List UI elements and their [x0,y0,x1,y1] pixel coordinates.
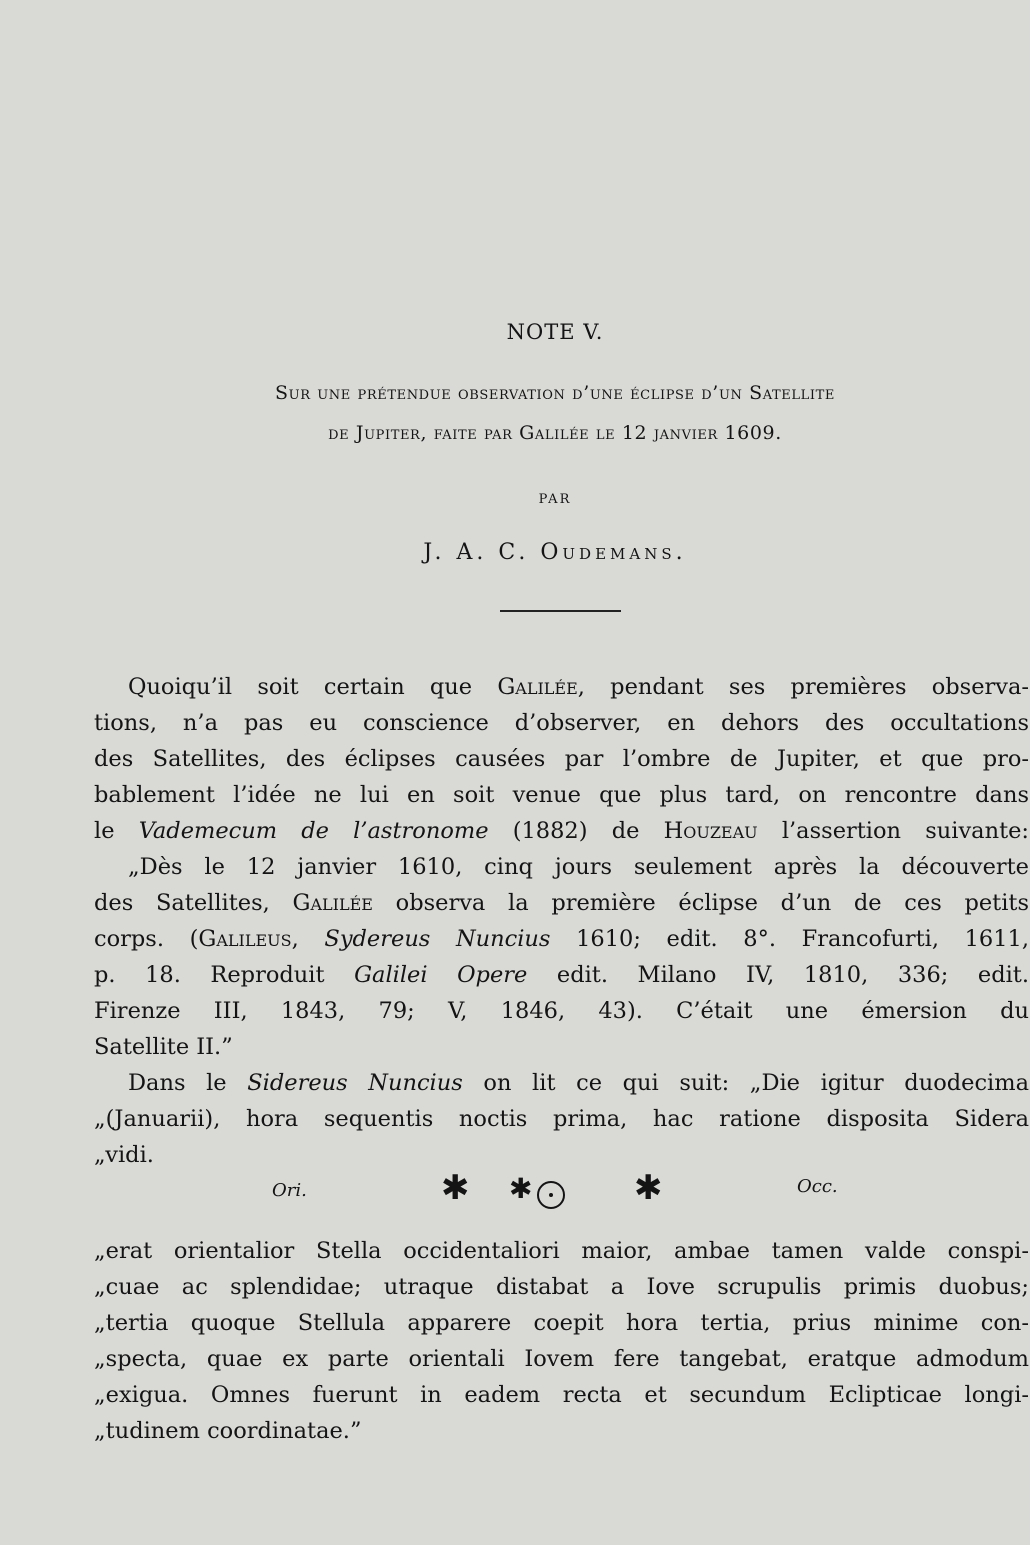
star-icon: ✱ [634,1168,663,1208]
figure-label-ori: Ori. [272,1180,307,1201]
p2-line-3: corps. (Galileus, Sydereus Nuncius 1610; edit. 8°. Francofurti, 1611, [94,926,1030,952]
star-icon: ✱ [441,1168,470,1208]
p1-line-5: le Vademecum de l’astronome (1882) de Houzeau l’assertion suivante: [94,818,1030,844]
separator-rule [500,610,621,612]
author-name: J. A. C. Oudemans. [423,540,687,565]
p4-line-4: „specta, quae ex parte orientali Iovem fere tangebat, eratque admodum [94,1346,1029,1372]
p1-line-2: tions, n’a pas eu conscience d’observer, en dehors des occultations [94,710,1029,736]
p2-line-4: p. 18. Reproduit Galilei Opere edit. Milano IV, 1810, 336; edit. [94,962,1029,988]
satellite-configuration-figure [0,1170,1030,1220]
p4-line-3: „tertia quoque Stellula apparere coepit hora tertia, prius minime con- [94,1310,1029,1336]
par-label: PAR [538,492,572,507]
p3-line-1: Dans le Sidereus Nuncius on lit ce qui suit: „Die igitur duodecima [128,1070,1030,1096]
p4-line-6: „tudinem coordinatae.” [94,1418,362,1444]
p3-line-3: „vidi. [94,1142,154,1168]
p1-line-4: bablement l’idée ne lui en soit venue que plus tard, on rencontre dans [94,782,1029,808]
p1-line-1: Quoiqu’il soit certain que Galilée, pendant ses premières observa- [128,674,1029,700]
p4-line-5: „exigua. Omnes fuerunt in eadem recta et secundum Eclipticae longi- [94,1382,1029,1408]
p4-line-1: „erat orientalior Stella occidentaliori maior, ambae tamen valde conspi- [94,1238,1029,1264]
title-line-1: Sur une prétendue observation d’une éclipse d’un Satellite [275,382,835,404]
p2-line-6: Satellite II.” [94,1034,233,1060]
jupiter-icon [535,1179,567,1211]
star-icon: ✱ [509,1172,533,1205]
p1-line-3: des Satellites, des éclipses causées par l’ombre de Jupiter, et que pro- [94,746,1029,772]
p2-line-2: des Satellites, Galilée observa la première éclipse d’un de ces petits [94,890,1030,916]
p3-line-2: „(Januarii), hora sequentis noctis prima, hac ratione disposita Sidera [94,1106,1029,1132]
title-line-2: de Jupiter, faite par Galilée le 12 janvier 1609. [328,422,782,444]
p2-line-1: „Dès le 12 janvier 1610, cinq jours seulement après la découverte [128,854,1029,880]
p4-line-2: „cuae ac splendidae; utraque distabat a Iove scrupulis primis duobus; [94,1274,1029,1300]
figure-label-occ: Occ. [797,1176,838,1197]
p2-line-5: Firenze III, 1843, 79; V, 1846, 43). C’était une émersion du [94,998,1029,1024]
note-number: NOTE V. [506,320,604,344]
